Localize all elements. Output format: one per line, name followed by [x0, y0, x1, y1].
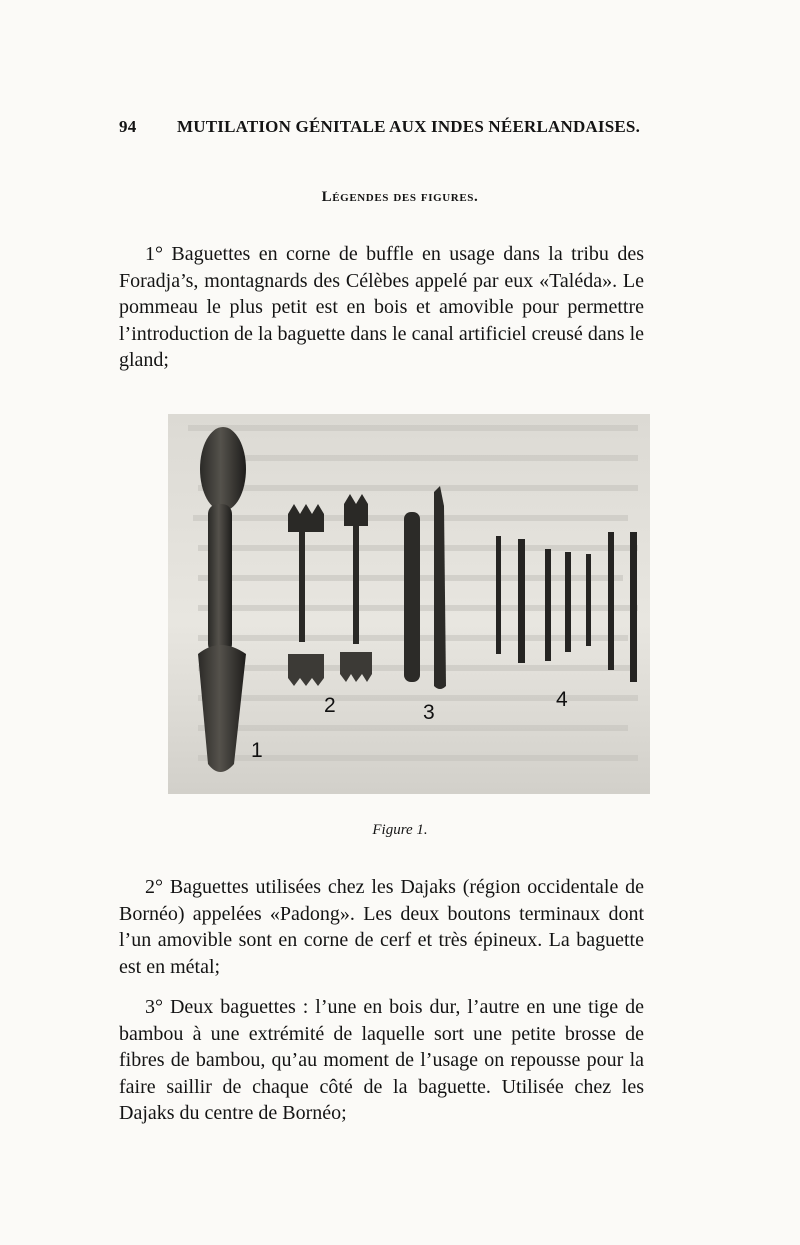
figure-label-1: 1 — [251, 739, 263, 762]
figure-photograph — [168, 414, 650, 794]
page-number: 94 — [119, 117, 137, 136]
legend-text: Baguettes utilisées chez les Dajaks (région occidentale de Bornéo) appelées «Padong». Les deux boutons terminaux dont l’un amovible sont en corne de cerf et très épineux. La baguette est en métal; — [119, 876, 645, 978]
legend-number: 1° — [145, 243, 163, 265]
legend-text: Deux baguettes : l’une en bois dur, l’autre en une tige de bambou à une extrémité de laquelle sort une petite brosse de fibres de bambou, qu’au moment de l’usage on repousse pour la faire saillir de chaque côté de la baguette. Utilisée chez les Dajaks du centre de Bornéo; — [119, 996, 644, 1125]
legend-paragraph-3 — [119, 994, 644, 1127]
figure-label-4: 4 — [556, 688, 568, 711]
figure-illustration — [168, 414, 650, 794]
section-title: Légendes des figures. — [321, 189, 479, 205]
legend-paragraph-1 — [119, 241, 644, 374]
figure-label-2: 2 — [324, 694, 336, 717]
running-title: MUTILATION GÉNITALE AUX INDES NÉERLANDAISES. — [177, 117, 641, 136]
figure-label-3: 3 — [423, 701, 435, 724]
legend-text: Baguettes en corne de buffle en usage dans la tribu des Foradja’s, montagnards des Célèbes appelé par eux «Taléda». Le pommeau le plus petit est en bois et amovible pour permettre l’introduction de la baguette dans le canal artificiel creusé dans le gland; — [119, 243, 644, 372]
figure-caption: Figure 1. — [372, 822, 428, 838]
legend-number: 2° — [145, 876, 163, 898]
legend-number: 3° — [145, 996, 163, 1018]
legend-paragraph-2 — [119, 874, 644, 980]
